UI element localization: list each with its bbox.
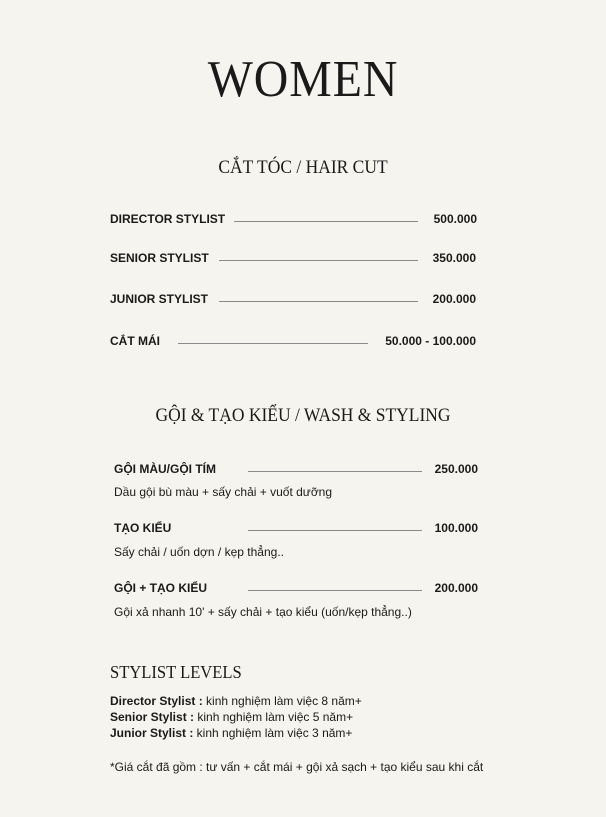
price-value: 100.000 xyxy=(434,521,478,535)
page-title: WOMEN xyxy=(207,51,399,108)
price-value: 50.000 - 100.000 xyxy=(385,334,476,348)
dotted-leader-line xyxy=(219,301,418,302)
service-description: Dầu gội bù màu + sấy chải + vuốt dưỡng xyxy=(114,485,333,499)
price-value: 200.000 xyxy=(432,292,476,306)
price-row-junior-stylist xyxy=(0,291,606,307)
price-value: 200.000 xyxy=(434,581,478,595)
price-row-cat-mai xyxy=(0,333,606,349)
price-row-label: JUNIOR STYLIST xyxy=(110,292,209,306)
price-row-senior-stylist xyxy=(0,250,606,266)
price-value: 250.000 xyxy=(434,462,478,476)
price-row-label: SENIOR STYLIST xyxy=(110,251,209,265)
price-row-goi-mau xyxy=(0,461,606,477)
price-row-label: TẠO KIỂU xyxy=(114,521,172,535)
stylist-levels-title: STYLIST LEVELS xyxy=(110,662,242,682)
dotted-leader-line xyxy=(178,343,368,344)
service-description: Sấy chải / uốn dợn / kẹp thẳng.. xyxy=(114,545,284,559)
price-row-label: GỘI + TẠO KIỂU xyxy=(114,581,208,595)
level-name: Director Stylist : xyxy=(110,694,203,708)
price-row-label: CẮT MÁI xyxy=(110,334,160,348)
price-value: 500.000 xyxy=(433,212,477,226)
wash-styling-section-title: GỘI & TẠO KIỂU / WASH & STYLING xyxy=(155,405,451,426)
level-experience: kinh nghiệm làm việc 5 năm+ xyxy=(194,710,354,724)
dotted-leader-line xyxy=(248,590,422,591)
stylist-level-director xyxy=(110,693,362,709)
level-name: Senior Stylist : xyxy=(110,710,195,724)
price-value: 350.000 xyxy=(432,251,476,265)
price-row-tao-kieu xyxy=(0,520,606,536)
price-row-director-stylist xyxy=(0,211,606,227)
hair-cut-section-title: CẮT TÓC / HAIR CUT xyxy=(218,157,388,178)
price-row-goi-tao-kieu xyxy=(0,580,606,596)
stylist-level-junior xyxy=(110,725,352,741)
price-row-label: GỘI MÀU/GỘI TÍM xyxy=(114,462,216,476)
service-description: Gội xả nhanh 10' + sấy chải + tạo kiểu (uốn/kẹp thẳng..) xyxy=(114,605,412,619)
dotted-leader-line xyxy=(234,221,418,222)
dotted-leader-line xyxy=(219,260,418,261)
dotted-leader-line xyxy=(248,530,422,531)
dotted-leader-line xyxy=(248,471,422,472)
level-name: Junior Stylist : xyxy=(110,726,194,740)
stylist-level-senior xyxy=(110,709,353,725)
level-experience: kinh nghiệm làm việc 8 năm+ xyxy=(202,694,362,708)
level-experience: kinh nghiệm làm việc 3 năm+ xyxy=(193,726,353,740)
price-row-label: DIRECTOR STYLIST xyxy=(110,212,226,226)
price-note: *Giá cắt đã gồm : tư vấn + cắt mái + gội xả sạch + tạo kiểu sau khi cắt xyxy=(110,760,484,774)
